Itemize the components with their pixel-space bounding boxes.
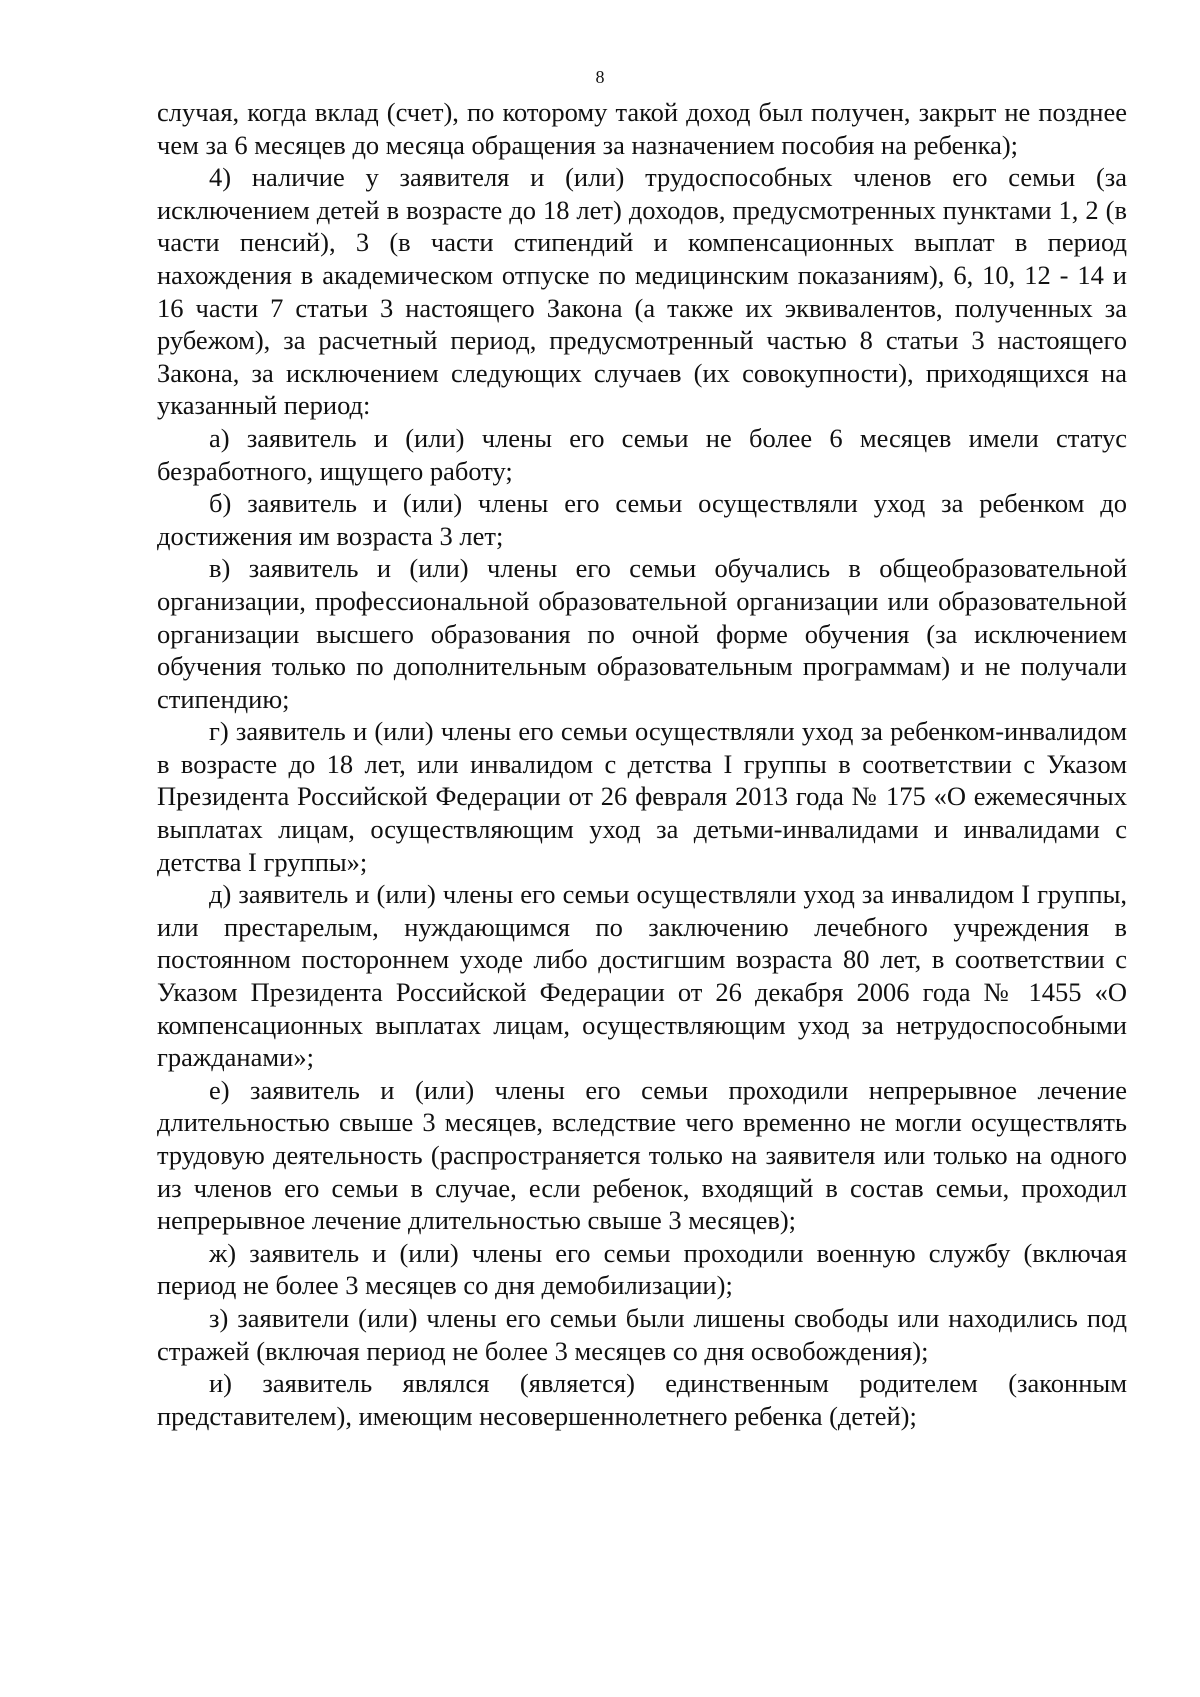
paragraph-subitem-a: а) заявитель и (или) члены его семьи не более 6 месяцев имели статус безработного, ищущего работу; [157, 422, 1127, 486]
page-number: 8 [595, 67, 605, 87]
document-body [157, 96, 1127, 1432]
paragraph-subitem-z: з) заявители (или) члены его семьи были лишены свободы или находились под стражей (включая период не более 3 месяцев со дня освобождения); [157, 1302, 1127, 1366]
paragraph-subitem-g: г) заявитель и (или) члены его семьи осуществляли уход за ребенком-инвалидом в возрасте до 18 лет, или инвалидом с детства I группы в соответствии с Указом Президента Российской Федерации от 26 февраля 2013 года № 175 «О ежемесячных выплатах лицам, осуществляющим уход за детьми-инвалидами и инвалидами с детства I группы»; [157, 716, 1127, 877]
paragraph-subitem-d: д) заявитель и (или) члены его семьи осуществляли уход за инвалидом I группы, или престарелым, нуждающимся по заключению лечебного учреждения в постоянном постороннем уходе либо достигшим возраста 80 лет, в соответствии с Указом Президента Российской Федерации от 26 декабря 2006 года № 1455 «О компенсационных выплатах лицам, осуществляющим уход за нетрудоспособными гражданами»; [157, 879, 1127, 1073]
paragraph-continuation: случая, когда вклад (счет), по которому такой доход был получен, закрыт не позднее чем за 6 месяцев до месяца обращения за назначением пособия на ребенка); [157, 97, 1127, 160]
paragraph-subitem-v: в) заявитель и (или) члены его семьи обучались в общеобразовательной организации, профессиональной образовательной организации или образовательной организации высшего образования по очной форме обучения (за исключением обучения только по дополнительным образовательным программам) и не получали стипендию; [157, 553, 1127, 714]
paragraph-subitem-b: б) заявитель и (или) члены его семьи осуществляли уход за ребенком до достижения им возраста 3 лет; [157, 488, 1127, 551]
paragraph-subitem-e: е) заявитель и (или) члены его семьи проходили непрерывное лечение длительностью свыше 3 месяцев, вследствие чего временно не могли осуществлять трудовую деятельность (распространяется только на заявителя или только на одного из членов его семьи в случае, если ребенок, входящий в состав семьи, проходил непрерывное лечение длительностью свыше 3 месяцев); [157, 1074, 1127, 1236]
paragraph-subitem-i: и) заявитель являлся (является) единственным родителем (законным представителем), имеющим несовершеннолетнего ребенка (детей); [157, 1368, 1127, 1431]
paragraph-item-4: 4) наличие у заявителя и (или) трудоспособных членов его семьи (за исключением детей в возрасте до 18 лет) доходов, предусмотренных пунктами 1, 2 (в части пенсий), 3 (в части стипендий и компенсационных выплат в период нахождения в академическом отпуске по медицинским показаниям), 6, 10, 12 - 14 и 16 части 7 статьи 3 настоящего Закона (а также их эквивалентов, полученных за рубежом), за расчетный период, предусмотренный частью 8 статьи 3 настоящего Закона, за исключением следующих случаев (их совокупности), приходящихся на указанный период: [157, 162, 1127, 421]
paragraph-subitem-zh: ж) заявитель и (или) члены его семьи проходили военную службу (включая период не более 3 месяцев со дня демобилизации); [157, 1237, 1127, 1301]
